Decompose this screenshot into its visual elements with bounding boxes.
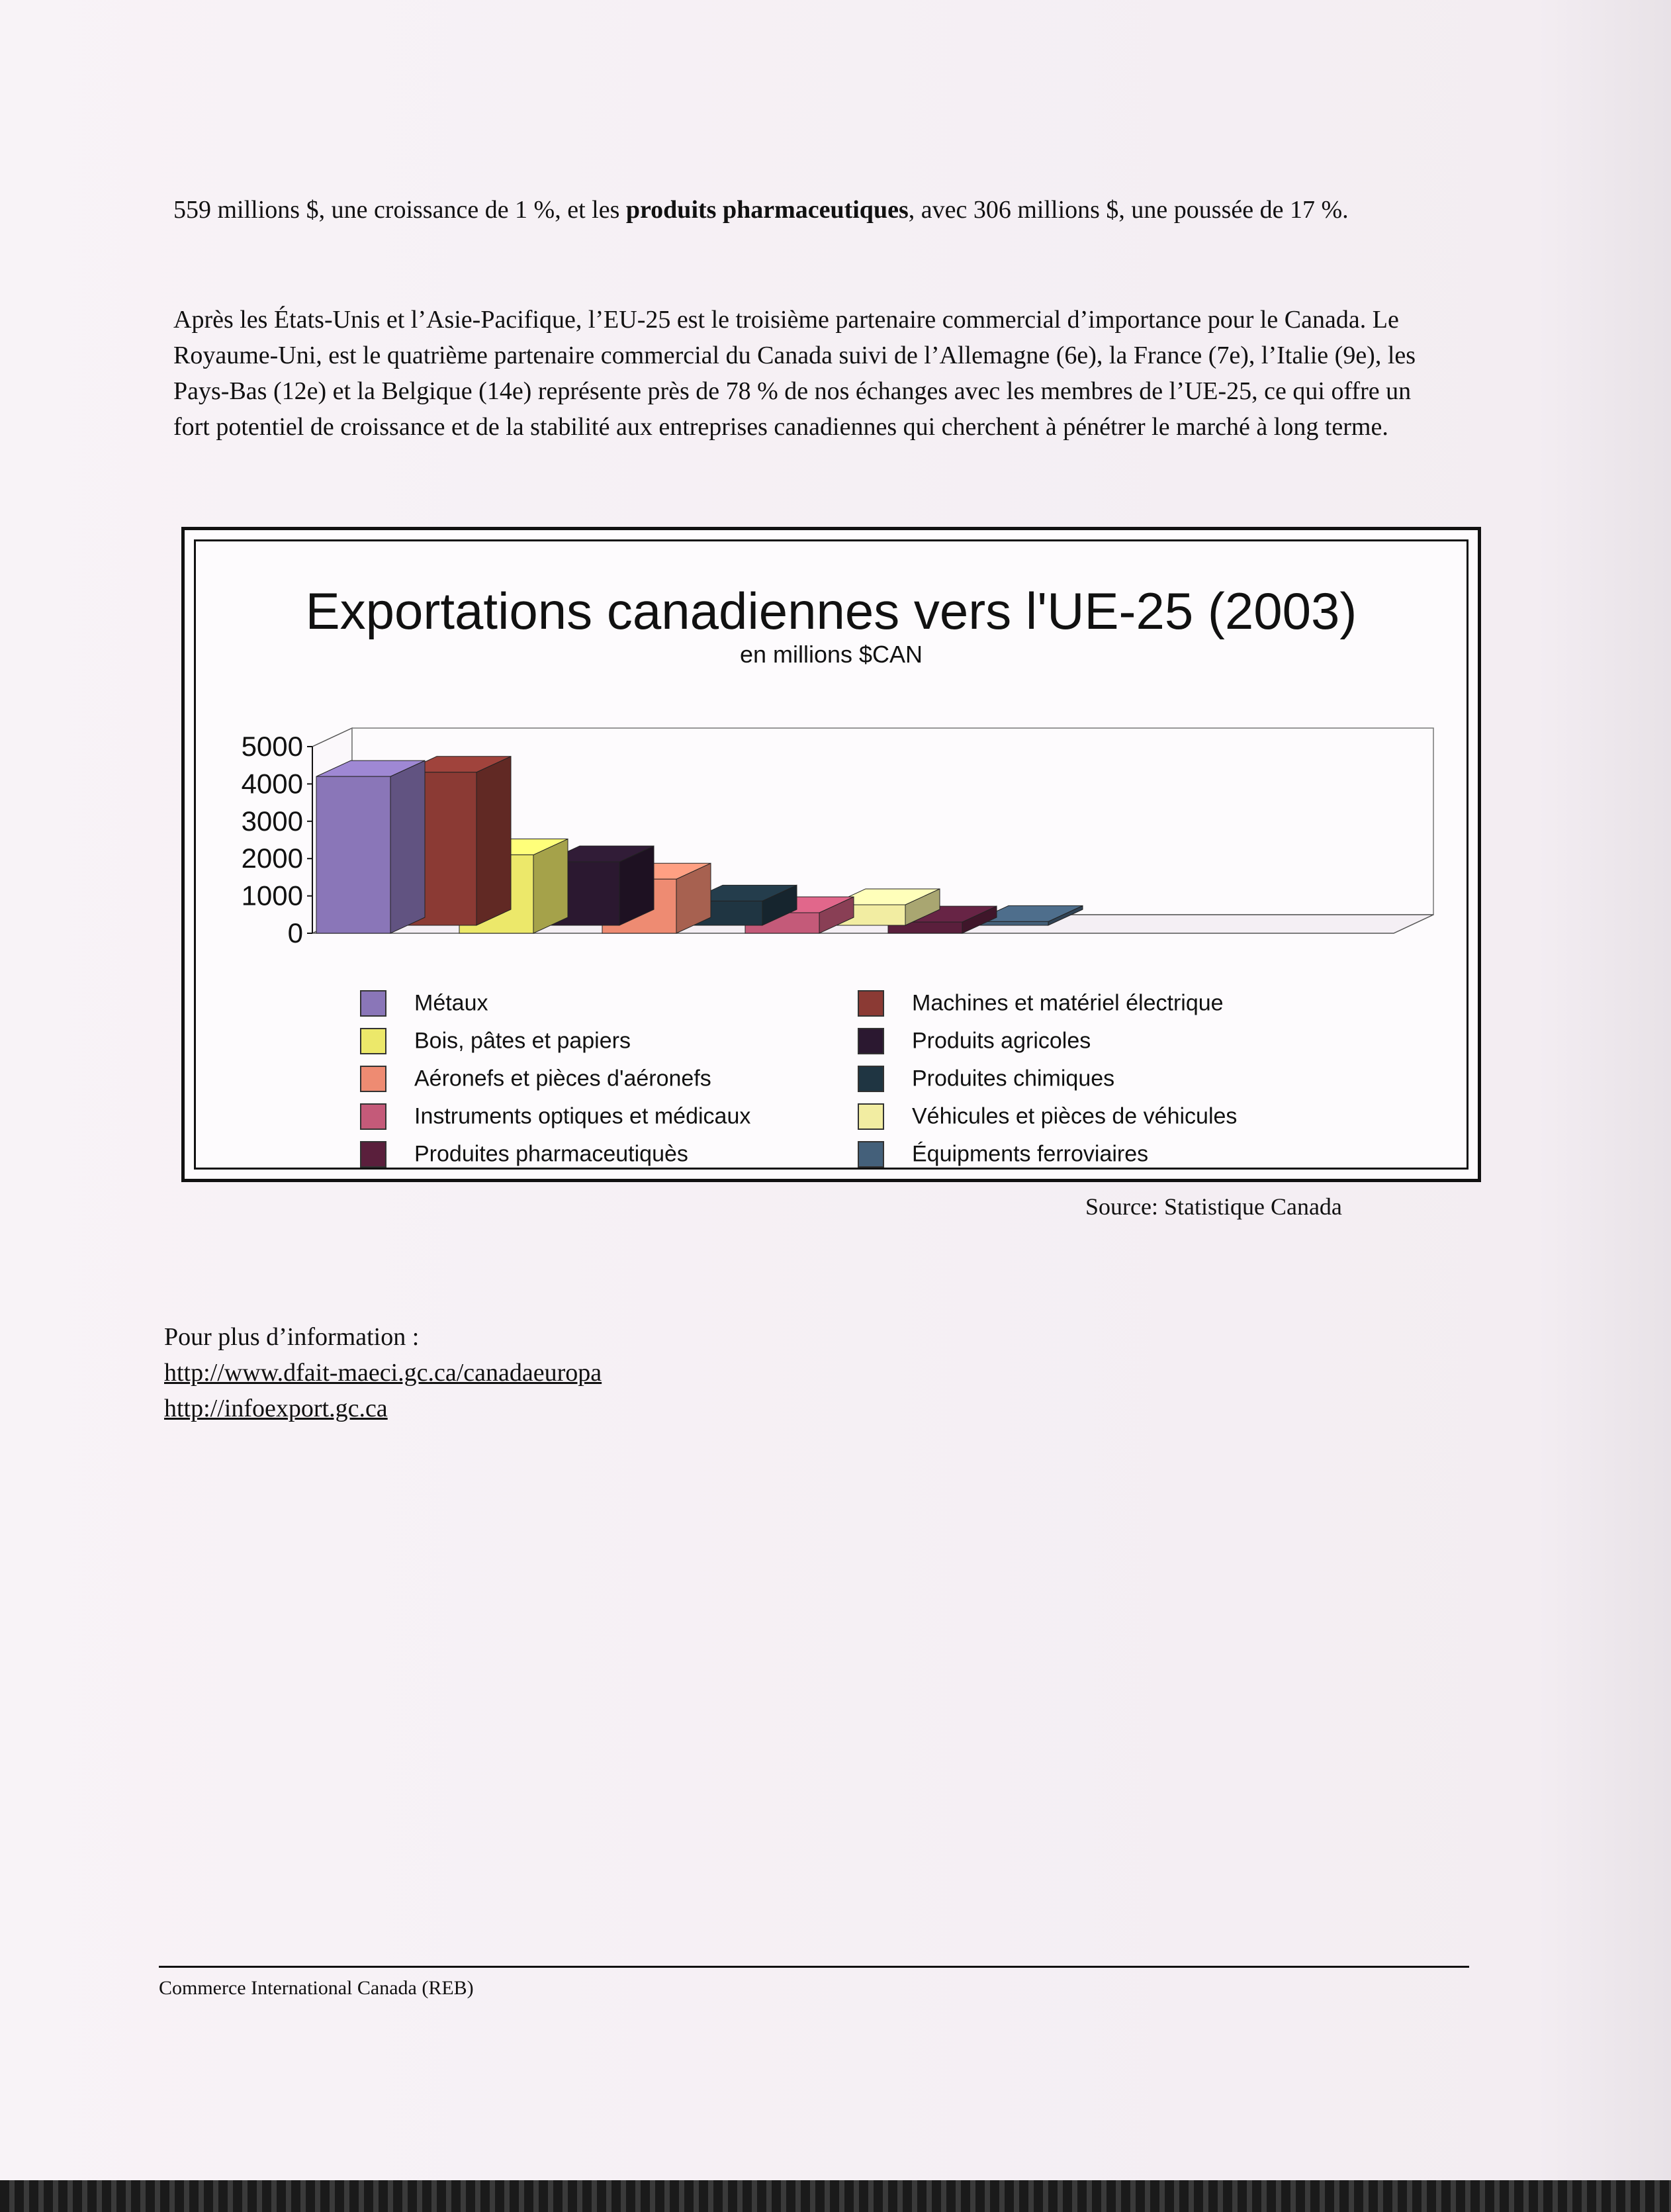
legend-left-column: [360, 984, 750, 1169]
paragraph-intro: [173, 192, 1451, 228]
y-tick-label: 5000: [241, 731, 303, 762]
chart-source: Source: Statistique Canada: [1085, 1193, 1342, 1220]
legend-swatch: [858, 1028, 884, 1054]
legend-item: [858, 1059, 1237, 1097]
legend-label: Bois, pâtes et papiers: [414, 1028, 631, 1054]
legend-item: [360, 1059, 750, 1097]
legend-label: Produits agricoles: [912, 1028, 1091, 1054]
legend-swatch: [360, 1103, 386, 1130]
legend-label: Produites chimiques: [912, 1066, 1115, 1091]
bar: [316, 776, 390, 933]
scan-edge-strip: [0, 2180, 1671, 2212]
legend-label: Véhicules et pièces de véhicules: [912, 1103, 1238, 1129]
bar-side: [390, 760, 425, 933]
info-heading: Pour plus d’information :: [164, 1323, 420, 1351]
legend-swatch: [858, 1141, 884, 1168]
paragraph-text: 559 millions $, une croissance de 1 %, et les: [173, 196, 626, 224]
legend-swatch: [360, 990, 386, 1017]
chart-inner-border: [194, 539, 1468, 1170]
legend-item: [858, 1021, 1237, 1059]
link-canadaeuropa[interactable]: http://www.dfait-maeci.gc.ca/canadaeuropa: [164, 1359, 602, 1387]
y-tick-label: 1000: [241, 880, 303, 911]
y-tick-label: 4000: [241, 768, 303, 800]
legend-label: Produites pharmaceutiquès: [414, 1141, 688, 1167]
chart-title: Exportations canadiennes vers l'UE-25 (2003): [305, 582, 1357, 640]
chart-subtitle: en millions $CAN: [739, 641, 923, 668]
footer-text: Commerce International Canada (REB): [159, 1977, 474, 1999]
legend-label: Aéronefs et pièces d'aéronefs: [414, 1066, 711, 1091]
legend-label: Machines et matériel électrique: [912, 990, 1224, 1016]
legend-label: Équipments ferroviaires: [912, 1141, 1149, 1167]
legend-swatch: [858, 1103, 884, 1130]
footer-rule: [159, 1966, 1469, 1968]
legend-item: [360, 1021, 750, 1059]
paragraph-bold-text: produits pharmaceutiques: [625, 196, 909, 224]
legend-item: [858, 984, 1237, 1021]
legend-swatch: [360, 1066, 386, 1092]
y-tick-label: 2000: [241, 843, 303, 874]
legend-swatch: [360, 1028, 386, 1054]
legend-swatch: [858, 1066, 884, 1092]
legend-item: [858, 1134, 1237, 1172]
paragraph-partners: Après les États-Unis et l’Asie-Pacifique, l’EU-25 est le troisième partenaire commercial d’importance pour le Canada. Le Royaume-Uni, est le quatrième partenaire commercial du Canada suivi de l’Allemagne (6e), la France (7e), l’Italie (9e), les Pays-Bas (12e) et la Belgique (14e) représente près de 78 % de nos échanges avec les membres de l’UE-25, ce qui offre un fort potentiel de croissance et de la stabilité aux entreprises canadiennes qui cherchent à pénétrer le marché à long terme.: [173, 306, 1416, 441]
legend-swatch: [360, 1141, 386, 1168]
link-infoexport[interactable]: http://infoexport.gc.ca: [164, 1395, 388, 1422]
bar-side: [533, 839, 568, 933]
paragraph-text-end: , avec 306 millions $, une poussée de 17 %.: [908, 196, 1349, 224]
legend-item: [360, 1097, 750, 1134]
bar-side: [476, 757, 511, 925]
y-tick-label: 0: [287, 917, 303, 948]
legend-label: Métaux: [414, 990, 488, 1016]
legend-right-column: [858, 984, 1237, 1169]
legend-item: [858, 1097, 1237, 1134]
y-tick-label: 3000: [241, 805, 303, 837]
legend-label: Instruments optiques et médicaux: [414, 1103, 751, 1129]
legend-item: [360, 984, 750, 1021]
chart-frame: [181, 527, 1481, 1182]
info-block: [164, 1319, 602, 1426]
legend-swatch: [858, 990, 884, 1017]
legend-item: [360, 1134, 750, 1172]
